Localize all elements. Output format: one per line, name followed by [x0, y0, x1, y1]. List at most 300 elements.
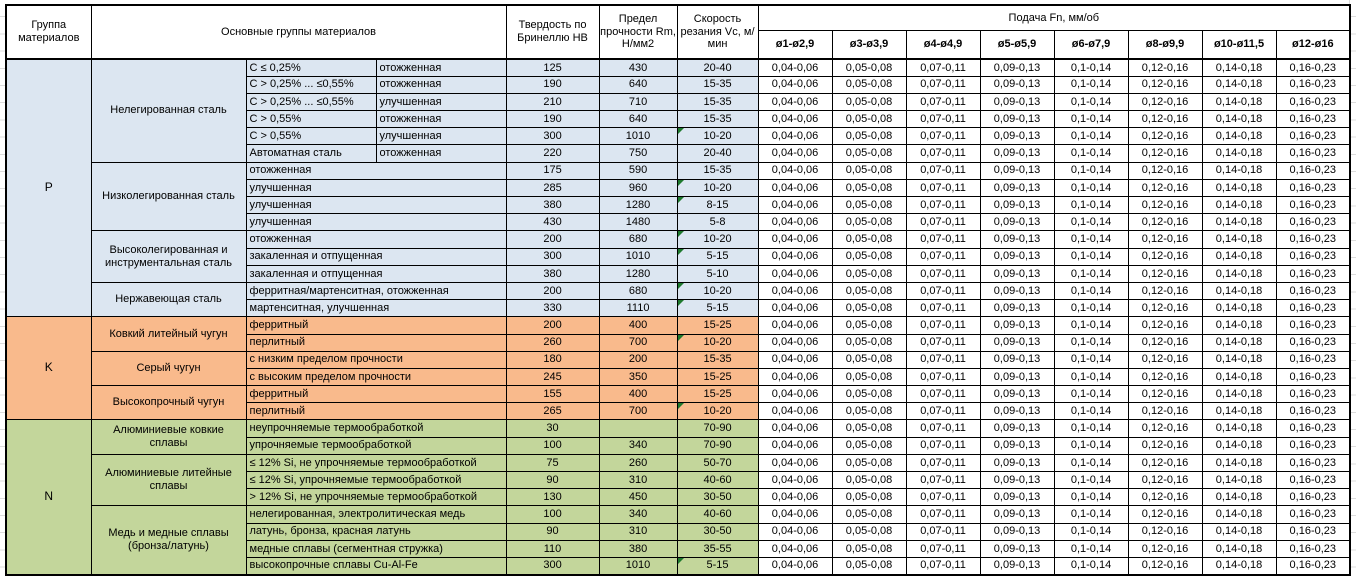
feed-value-cell[interactable]: 0,16-0,23	[1276, 557, 1350, 574]
cutting-speed-cell[interactable]	[677, 282, 758, 299]
feed-value-cell[interactable]: 0,16-0,23	[1276, 506, 1350, 523]
feed-value-cell[interactable]: 0,1-0,14	[1054, 523, 1128, 540]
hardness-cell[interactable]: 75	[506, 454, 599, 471]
feed-value-cell[interactable]: 0,04-0,06	[758, 265, 832, 282]
header-feed-d1[interactable]: ø1-ø2,9	[758, 31, 832, 60]
feed-value-cell[interactable]: 0,05-0,08	[832, 300, 906, 317]
feed-value-cell[interactable]: 0,05-0,08	[832, 506, 906, 523]
header-feed-d5[interactable]: ø6-ø7,9	[1054, 31, 1128, 60]
material-detail-cell[interactable]: улучшенная	[246, 214, 506, 231]
feed-value-cell[interactable]: 0,16-0,23	[1276, 214, 1350, 231]
feed-value-cell[interactable]: 0,12-0,16	[1128, 472, 1202, 489]
feed-value-cell[interactable]: 0,04-0,06	[758, 248, 832, 265]
feed-value-cell[interactable]: 0,09-0,13	[980, 437, 1054, 454]
hardness-cell[interactable]: 220	[506, 145, 599, 162]
feed-value-cell[interactable]: 0,04-0,06	[758, 145, 832, 162]
hardness-cell[interactable]: 380	[506, 197, 599, 214]
cutting-speed-cell[interactable]	[677, 93, 758, 110]
cutting-speed-cell[interactable]	[677, 162, 758, 179]
feed-value-cell[interactable]: 0,04-0,06	[758, 334, 832, 351]
feed-value-cell[interactable]: 0,09-0,13	[980, 214, 1054, 231]
material-state-cell[interactable]: отожженная	[376, 145, 506, 162]
feed-value-cell[interactable]: 0,14-0,18	[1202, 472, 1276, 489]
feed-value-cell[interactable]: 0,16-0,23	[1276, 489, 1350, 506]
feed-value-cell[interactable]: 0,1-0,14	[1054, 162, 1128, 179]
feed-value-cell[interactable]: 0,1-0,14	[1054, 437, 1128, 454]
material-state-cell[interactable]: улучшенная	[376, 128, 506, 145]
header-brinell-hardness[interactable]: Твердость по Бринеллю HB	[506, 5, 599, 59]
strength-cell[interactable]: 200	[599, 351, 677, 368]
feed-value-cell[interactable]: 0,12-0,16	[1128, 179, 1202, 196]
feed-value-cell[interactable]: 0,12-0,16	[1128, 334, 1202, 351]
feed-value-cell[interactable]: 0,1-0,14	[1054, 265, 1128, 282]
feed-value-cell[interactable]: 0,07-0,11	[906, 489, 980, 506]
strength-cell[interactable]: 380	[599, 540, 677, 557]
feed-value-cell[interactable]: 0,16-0,23	[1276, 540, 1350, 557]
feed-value-cell[interactable]: 0,05-0,08	[832, 403, 906, 420]
hardness-cell[interactable]: 100	[506, 437, 599, 454]
feed-value-cell[interactable]: 0,09-0,13	[980, 111, 1054, 128]
cutting-speed-cell[interactable]	[677, 506, 758, 523]
material-detail-cell[interactable]: закаленная и отпущенная	[246, 265, 506, 282]
feed-value-cell[interactable]: 0,14-0,18	[1202, 59, 1276, 76]
material-detail-cell[interactable]: C > 0,55%	[246, 128, 376, 145]
hardness-cell[interactable]: 210	[506, 93, 599, 110]
cutting-speed-cell[interactable]	[677, 231, 758, 248]
feed-value-cell[interactable]: 0,07-0,11	[906, 265, 980, 282]
hardness-cell[interactable]: 30	[506, 420, 599, 437]
hardness-cell[interactable]: 260	[506, 334, 599, 351]
strength-cell[interactable]: 640	[599, 111, 677, 128]
hardness-cell[interactable]: 155	[506, 386, 599, 403]
feed-value-cell[interactable]: 0,05-0,08	[832, 231, 906, 248]
header-feed-d2[interactable]: ø3-ø3,9	[832, 31, 906, 60]
feed-value-cell[interactable]: 0,05-0,08	[832, 334, 906, 351]
feed-value-cell[interactable]: 0,09-0,13	[980, 76, 1054, 93]
feed-value-cell[interactable]: 0,1-0,14	[1054, 128, 1128, 145]
feed-value-cell[interactable]: 0,14-0,18	[1202, 128, 1276, 145]
feed-value-cell[interactable]: 0,05-0,08	[832, 59, 906, 76]
header-main-material-groups[interactable]: Основные группы материалов	[91, 5, 506, 59]
feed-value-cell[interactable]: 0,05-0,08	[832, 76, 906, 93]
feed-value-cell[interactable]: 0,16-0,23	[1276, 437, 1350, 454]
feed-value-cell[interactable]: 0,12-0,16	[1128, 214, 1202, 231]
feed-value-cell[interactable]: 0,14-0,18	[1202, 420, 1276, 437]
subgroup-name-cell[interactable]: Нержавеющая сталь	[91, 282, 246, 316]
feed-value-cell[interactable]: 0,14-0,18	[1202, 145, 1276, 162]
hardness-cell[interactable]: 200	[506, 282, 599, 299]
feed-value-cell[interactable]: 0,05-0,08	[832, 351, 906, 368]
subgroup-name-cell[interactable]: Медь и медные сплавы (бронза/латунь)	[91, 506, 246, 575]
feed-value-cell[interactable]: 0,1-0,14	[1054, 317, 1128, 334]
feed-value-cell[interactable]: 0,12-0,16	[1128, 197, 1202, 214]
feed-value-cell[interactable]: 0,1-0,14	[1054, 386, 1128, 403]
feed-value-cell[interactable]: 0,1-0,14	[1054, 454, 1128, 471]
feed-value-cell[interactable]: 0,14-0,18	[1202, 179, 1276, 196]
header-feed-d3[interactable]: ø4-ø4,9	[906, 31, 980, 60]
feed-value-cell[interactable]: 0,04-0,06	[758, 454, 832, 471]
material-state-cell[interactable]: отожженная	[376, 111, 506, 128]
feed-value-cell[interactable]: 0,07-0,11	[906, 368, 980, 385]
header-cutting-speed[interactable]: Скорость резания Vc, м/мин	[677, 5, 758, 59]
feed-value-cell[interactable]: 0,09-0,13	[980, 282, 1054, 299]
feed-value-cell[interactable]: 0,16-0,23	[1276, 368, 1350, 385]
hardness-cell[interactable]: 90	[506, 523, 599, 540]
feed-value-cell[interactable]: 0,05-0,08	[832, 179, 906, 196]
feed-value-cell[interactable]: 0,12-0,16	[1128, 317, 1202, 334]
feed-value-cell[interactable]: 0,04-0,06	[758, 300, 832, 317]
feed-value-cell[interactable]: 0,14-0,18	[1202, 93, 1276, 110]
feed-value-cell[interactable]: 0,1-0,14	[1054, 540, 1128, 557]
strength-cell[interactable]: 710	[599, 93, 677, 110]
hardness-cell[interactable]: 300	[506, 128, 599, 145]
hardness-cell[interactable]: 265	[506, 403, 599, 420]
hardness-cell[interactable]: 300	[506, 557, 599, 574]
feed-value-cell[interactable]: 0,04-0,06	[758, 317, 832, 334]
feed-value-cell[interactable]: 0,05-0,08	[832, 128, 906, 145]
strength-cell[interactable]: 750	[599, 145, 677, 162]
subgroup-name-cell[interactable]: Низколегированная сталь	[91, 162, 246, 231]
hardness-cell[interactable]: 430	[506, 214, 599, 231]
cutting-speed-cell[interactable]	[677, 386, 758, 403]
material-detail-cell[interactable]: неупрочняемые термообработкой	[246, 420, 506, 437]
feed-value-cell[interactable]: 0,05-0,08	[832, 111, 906, 128]
feed-value-cell[interactable]: 0,07-0,11	[906, 523, 980, 540]
feed-value-cell[interactable]: 0,12-0,16	[1128, 437, 1202, 454]
feed-value-cell[interactable]: 0,07-0,11	[906, 111, 980, 128]
feed-value-cell[interactable]: 0,09-0,13	[980, 145, 1054, 162]
material-detail-cell[interactable]: отожженная	[246, 162, 506, 179]
cutting-speed-cell[interactable]	[677, 351, 758, 368]
feed-value-cell[interactable]: 0,12-0,16	[1128, 540, 1202, 557]
feed-value-cell[interactable]: 0,09-0,13	[980, 420, 1054, 437]
hardness-cell[interactable]: 245	[506, 368, 599, 385]
feed-value-cell[interactable]: 0,12-0,16	[1128, 59, 1202, 76]
feed-value-cell[interactable]: 0,07-0,11	[906, 179, 980, 196]
subgroup-name-cell[interactable]: Ковкий литейный чугун	[91, 317, 246, 351]
material-detail-cell[interactable]: C > 0,25% ... ≤0,55%	[246, 76, 376, 93]
cutting-speed-cell[interactable]	[677, 334, 758, 351]
cutting-speed-cell[interactable]	[677, 111, 758, 128]
feed-value-cell[interactable]: 0,07-0,11	[906, 128, 980, 145]
feed-value-cell[interactable]: 0,1-0,14	[1054, 145, 1128, 162]
feed-value-cell[interactable]: 0,16-0,23	[1276, 454, 1350, 471]
feed-value-cell[interactable]: 0,14-0,18	[1202, 557, 1276, 574]
feed-value-cell[interactable]: 0,09-0,13	[980, 334, 1054, 351]
feed-value-cell[interactable]: 0,09-0,13	[980, 472, 1054, 489]
feed-value-cell[interactable]: 0,05-0,08	[832, 162, 906, 179]
material-detail-cell[interactable]: > 12% Si, не упрочняемые термообработкой	[246, 489, 506, 506]
strength-cell[interactable]: 400	[599, 386, 677, 403]
feed-value-cell[interactable]: 0,16-0,23	[1276, 386, 1350, 403]
header-feed-d7[interactable]: ø10-ø11,5	[1202, 31, 1276, 60]
feed-value-cell[interactable]: 0,16-0,23	[1276, 265, 1350, 282]
strength-cell[interactable]: 310	[599, 523, 677, 540]
material-detail-cell[interactable]: ≤ 12% Si, упрочняемые термообработкой	[246, 472, 506, 489]
cutting-speed-cell[interactable]	[677, 403, 758, 420]
feed-value-cell[interactable]: 0,07-0,11	[906, 162, 980, 179]
strength-cell[interactable]: 640	[599, 76, 677, 93]
feed-value-cell[interactable]: 0,12-0,16	[1128, 420, 1202, 437]
feed-value-cell[interactable]: 0,14-0,18	[1202, 162, 1276, 179]
feed-value-cell[interactable]: 0,05-0,08	[832, 540, 906, 557]
subgroup-name-cell[interactable]: Алюминиевые литейные сплавы	[91, 454, 246, 506]
feed-value-cell[interactable]: 0,14-0,18	[1202, 265, 1276, 282]
feed-value-cell[interactable]: 0,1-0,14	[1054, 472, 1128, 489]
feed-value-cell[interactable]: 0,14-0,18	[1202, 214, 1276, 231]
strength-cell[interactable]: 450	[599, 489, 677, 506]
feed-value-cell[interactable]: 0,09-0,13	[980, 300, 1054, 317]
hardness-cell[interactable]: 190	[506, 111, 599, 128]
hardness-cell[interactable]: 100	[506, 506, 599, 523]
feed-value-cell[interactable]: 0,1-0,14	[1054, 179, 1128, 196]
feed-value-cell[interactable]: 0,1-0,14	[1054, 506, 1128, 523]
feed-value-cell[interactable]: 0,05-0,08	[832, 145, 906, 162]
feed-value-cell[interactable]: 0,16-0,23	[1276, 59, 1350, 76]
feed-value-cell[interactable]: 0,07-0,11	[906, 231, 980, 248]
strength-cell[interactable]: 680	[599, 282, 677, 299]
feed-value-cell[interactable]: 0,16-0,23	[1276, 145, 1350, 162]
feed-value-cell[interactable]: 0,07-0,11	[906, 76, 980, 93]
feed-value-cell[interactable]: 0,16-0,23	[1276, 282, 1350, 299]
material-detail-cell[interactable]: латунь, бронза, красная латунь	[246, 523, 506, 540]
cutting-speed-cell[interactable]	[677, 128, 758, 145]
subgroup-name-cell[interactable]: Серый чугун	[91, 351, 246, 385]
feed-value-cell[interactable]: 0,12-0,16	[1128, 128, 1202, 145]
hardness-cell[interactable]: 300	[506, 248, 599, 265]
feed-value-cell[interactable]: 0,05-0,08	[832, 368, 906, 385]
strength-cell[interactable]	[599, 420, 677, 437]
feed-value-cell[interactable]: 0,05-0,08	[832, 420, 906, 437]
header-feed-d6[interactable]: ø8-ø9,9	[1128, 31, 1202, 60]
hardness-cell[interactable]: 130	[506, 489, 599, 506]
feed-value-cell[interactable]: 0,1-0,14	[1054, 351, 1128, 368]
feed-value-cell[interactable]: 0,14-0,18	[1202, 300, 1276, 317]
feed-value-cell[interactable]: 0,07-0,11	[906, 93, 980, 110]
feed-value-cell[interactable]: 0,04-0,06	[758, 162, 832, 179]
feed-value-cell[interactable]: 0,07-0,11	[906, 59, 980, 76]
feed-value-cell[interactable]: 0,04-0,06	[758, 59, 832, 76]
hardness-cell[interactable]: 200	[506, 231, 599, 248]
feed-value-cell[interactable]: 0,14-0,18	[1202, 76, 1276, 93]
strength-cell[interactable]: 1280	[599, 197, 677, 214]
feed-value-cell[interactable]: 0,12-0,16	[1128, 265, 1202, 282]
feed-value-cell[interactable]: 0,05-0,08	[832, 214, 906, 231]
feed-value-cell[interactable]: 0,16-0,23	[1276, 420, 1350, 437]
material-detail-cell[interactable]: C > 0,25% ... ≤0,55%	[246, 93, 376, 110]
feed-value-cell[interactable]: 0,16-0,23	[1276, 334, 1350, 351]
feed-value-cell[interactable]: 0,09-0,13	[980, 506, 1054, 523]
cutting-speed-cell[interactable]	[677, 523, 758, 540]
feed-value-cell[interactable]: 0,12-0,16	[1128, 454, 1202, 471]
feed-value-cell[interactable]: 0,09-0,13	[980, 403, 1054, 420]
feed-value-cell[interactable]: 0,07-0,11	[906, 300, 980, 317]
feed-value-cell[interactable]: 0,12-0,16	[1128, 93, 1202, 110]
hardness-cell[interactable]: 125	[506, 59, 599, 76]
feed-value-cell[interactable]: 0,04-0,06	[758, 179, 832, 196]
feed-value-cell[interactable]: 0,12-0,16	[1128, 231, 1202, 248]
material-detail-cell[interactable]: нелегированная, электролитическая медь	[246, 506, 506, 523]
feed-value-cell[interactable]: 0,05-0,08	[832, 282, 906, 299]
feed-value-cell[interactable]: 0,14-0,18	[1202, 454, 1276, 471]
feed-value-cell[interactable]: 0,09-0,13	[980, 386, 1054, 403]
feed-value-cell[interactable]: 0,1-0,14	[1054, 334, 1128, 351]
strength-cell[interactable]: 400	[599, 317, 677, 334]
feed-value-cell[interactable]: 0,07-0,11	[906, 197, 980, 214]
feed-value-cell[interactable]: 0,07-0,11	[906, 472, 980, 489]
feed-value-cell[interactable]: 0,04-0,06	[758, 403, 832, 420]
feed-value-cell[interactable]: 0,16-0,23	[1276, 403, 1350, 420]
strength-cell[interactable]: 1110	[599, 300, 677, 317]
cutting-speed-cell[interactable]	[677, 454, 758, 471]
feed-value-cell[interactable]: 0,12-0,16	[1128, 403, 1202, 420]
hardness-cell[interactable]: 285	[506, 179, 599, 196]
strength-cell[interactable]: 1480	[599, 214, 677, 231]
cutting-speed-cell[interactable]	[677, 368, 758, 385]
feed-value-cell[interactable]: 0,04-0,06	[758, 437, 832, 454]
strength-cell[interactable]: 960	[599, 179, 677, 196]
feed-value-cell[interactable]: 0,14-0,18	[1202, 437, 1276, 454]
feed-value-cell[interactable]: 0,16-0,23	[1276, 93, 1350, 110]
feed-value-cell[interactable]: 0,04-0,06	[758, 489, 832, 506]
feed-value-cell[interactable]: 0,09-0,13	[980, 179, 1054, 196]
feed-value-cell[interactable]: 0,1-0,14	[1054, 489, 1128, 506]
feed-value-cell[interactable]: 0,14-0,18	[1202, 489, 1276, 506]
material-detail-cell[interactable]: перлитный	[246, 403, 506, 420]
feed-value-cell[interactable]: 0,14-0,18	[1202, 282, 1276, 299]
material-detail-cell[interactable]: улучшенная	[246, 179, 506, 196]
feed-value-cell[interactable]: 0,09-0,13	[980, 351, 1054, 368]
feed-value-cell[interactable]: 0,09-0,13	[980, 248, 1054, 265]
header-tensile-strength[interactable]: Предел прочности Rm, Н/мм2	[599, 5, 677, 59]
feed-value-cell[interactable]: 0,14-0,18	[1202, 540, 1276, 557]
feed-value-cell[interactable]: 0,1-0,14	[1054, 231, 1128, 248]
feed-value-cell[interactable]: 0,05-0,08	[832, 197, 906, 214]
feed-value-cell[interactable]: 0,05-0,08	[832, 454, 906, 471]
material-detail-cell[interactable]: медные сплавы (сегментная стружка)	[246, 540, 506, 557]
group-letter-cell[interactable]: P	[6, 59, 91, 317]
feed-value-cell[interactable]: 0,1-0,14	[1054, 111, 1128, 128]
feed-value-cell[interactable]: 0,16-0,23	[1276, 179, 1350, 196]
feed-value-cell[interactable]: 0,14-0,18	[1202, 317, 1276, 334]
feed-value-cell[interactable]: 0,07-0,11	[906, 420, 980, 437]
feed-value-cell[interactable]: 0,09-0,13	[980, 317, 1054, 334]
cutting-speed-cell[interactable]	[677, 557, 758, 574]
feed-value-cell[interactable]: 0,07-0,11	[906, 317, 980, 334]
material-detail-cell[interactable]: закаленная и отпущенная	[246, 248, 506, 265]
feed-value-cell[interactable]: 0,04-0,06	[758, 368, 832, 385]
feed-value-cell[interactable]: 0,04-0,06	[758, 231, 832, 248]
feed-value-cell[interactable]: 0,04-0,06	[758, 506, 832, 523]
feed-value-cell[interactable]: 0,14-0,18	[1202, 334, 1276, 351]
feed-value-cell[interactable]: 0,04-0,06	[758, 540, 832, 557]
subgroup-name-cell[interactable]: Нелегированная сталь	[91, 59, 246, 162]
strength-cell[interactable]: 1010	[599, 557, 677, 574]
feed-value-cell[interactable]: 0,12-0,16	[1128, 523, 1202, 540]
feed-value-cell[interactable]: 0,1-0,14	[1054, 248, 1128, 265]
feed-value-cell[interactable]: 0,12-0,16	[1128, 300, 1202, 317]
header-feed-title[interactable]: Подача Fn, мм/об	[758, 5, 1350, 31]
cutting-speed-cell[interactable]	[677, 145, 758, 162]
material-detail-cell[interactable]: Автоматная сталь	[246, 145, 376, 162]
feed-value-cell[interactable]: 0,16-0,23	[1276, 231, 1350, 248]
feed-value-cell[interactable]: 0,16-0,23	[1276, 300, 1350, 317]
feed-value-cell[interactable]: 0,14-0,18	[1202, 403, 1276, 420]
header-material-group[interactable]: Группа материалов	[6, 5, 91, 59]
feed-value-cell[interactable]: 0,07-0,11	[906, 351, 980, 368]
material-detail-cell[interactable]: ≤ 12% Si, не упрочняемые термообработкой	[246, 454, 506, 471]
feed-value-cell[interactable]: 0,04-0,06	[758, 197, 832, 214]
feed-value-cell[interactable]: 0,16-0,23	[1276, 472, 1350, 489]
group-letter-cell[interactable]: K	[6, 317, 91, 420]
cutting-speed-cell[interactable]	[677, 76, 758, 93]
feed-value-cell[interactable]: 0,07-0,11	[906, 506, 980, 523]
feed-value-cell[interactable]: 0,07-0,11	[906, 386, 980, 403]
feed-value-cell[interactable]: 0,16-0,23	[1276, 76, 1350, 93]
cutting-speed-cell[interactable]	[677, 248, 758, 265]
hardness-cell[interactable]: 175	[506, 162, 599, 179]
feed-value-cell[interactable]: 0,09-0,13	[980, 128, 1054, 145]
feed-value-cell[interactable]: 0,09-0,13	[980, 197, 1054, 214]
strength-cell[interactable]: 680	[599, 231, 677, 248]
feed-value-cell[interactable]: 0,1-0,14	[1054, 59, 1128, 76]
material-detail-cell[interactable]: отожженная	[246, 231, 506, 248]
feed-value-cell[interactable]: 0,09-0,13	[980, 368, 1054, 385]
feed-value-cell[interactable]: 0,09-0,13	[980, 162, 1054, 179]
material-state-cell[interactable]: улучшенная	[376, 93, 506, 110]
feed-value-cell[interactable]: 0,04-0,06	[758, 93, 832, 110]
material-detail-cell[interactable]: C ≤ 0,25%	[246, 59, 376, 76]
feed-value-cell[interactable]: 0,1-0,14	[1054, 557, 1128, 574]
subgroup-name-cell[interactable]: Высокопрочный чугун	[91, 386, 246, 420]
feed-value-cell[interactable]: 0,09-0,13	[980, 265, 1054, 282]
feed-value-cell[interactable]: 0,05-0,08	[832, 93, 906, 110]
cutting-speed-cell[interactable]	[677, 300, 758, 317]
feed-value-cell[interactable]: 0,04-0,06	[758, 351, 832, 368]
feed-value-cell[interactable]: 0,04-0,06	[758, 386, 832, 403]
strength-cell[interactable]: 1280	[599, 265, 677, 282]
feed-value-cell[interactable]: 0,14-0,18	[1202, 231, 1276, 248]
cutting-speed-cell[interactable]	[677, 179, 758, 196]
subgroup-name-cell[interactable]: Высоколегированная и инструментальная сталь	[91, 231, 246, 283]
feed-value-cell[interactable]: 0,14-0,18	[1202, 351, 1276, 368]
feed-value-cell[interactable]: 0,14-0,18	[1202, 197, 1276, 214]
feed-value-cell[interactable]: 0,07-0,11	[906, 557, 980, 574]
feed-value-cell[interactable]: 0,07-0,11	[906, 540, 980, 557]
cutting-speed-cell[interactable]	[677, 59, 758, 76]
feed-value-cell[interactable]: 0,12-0,16	[1128, 111, 1202, 128]
cutting-speed-cell[interactable]	[677, 472, 758, 489]
feed-value-cell[interactable]: 0,14-0,18	[1202, 386, 1276, 403]
strength-cell[interactable]: 590	[599, 162, 677, 179]
feed-value-cell[interactable]: 0,04-0,06	[758, 111, 832, 128]
feed-value-cell[interactable]: 0,07-0,11	[906, 248, 980, 265]
material-detail-cell[interactable]: ферритная/мартенситная, отожженная	[246, 282, 506, 299]
strength-cell[interactable]: 700	[599, 334, 677, 351]
feed-value-cell[interactable]: 0,04-0,06	[758, 523, 832, 540]
feed-value-cell[interactable]: 0,12-0,16	[1128, 162, 1202, 179]
material-detail-cell[interactable]: мартенситная, улучшенная	[246, 300, 506, 317]
header-feed-d4[interactable]: ø5-ø5,9	[980, 31, 1054, 60]
feed-value-cell[interactable]: 0,14-0,18	[1202, 111, 1276, 128]
feed-value-cell[interactable]: 0,05-0,08	[832, 437, 906, 454]
hardness-cell[interactable]: 190	[506, 76, 599, 93]
feed-value-cell[interactable]: 0,12-0,16	[1128, 489, 1202, 506]
feed-value-cell[interactable]: 0,12-0,16	[1128, 506, 1202, 523]
feed-value-cell[interactable]: 0,12-0,16	[1128, 351, 1202, 368]
feed-value-cell[interactable]: 0,05-0,08	[832, 265, 906, 282]
material-state-cell[interactable]: отожженная	[376, 59, 506, 76]
